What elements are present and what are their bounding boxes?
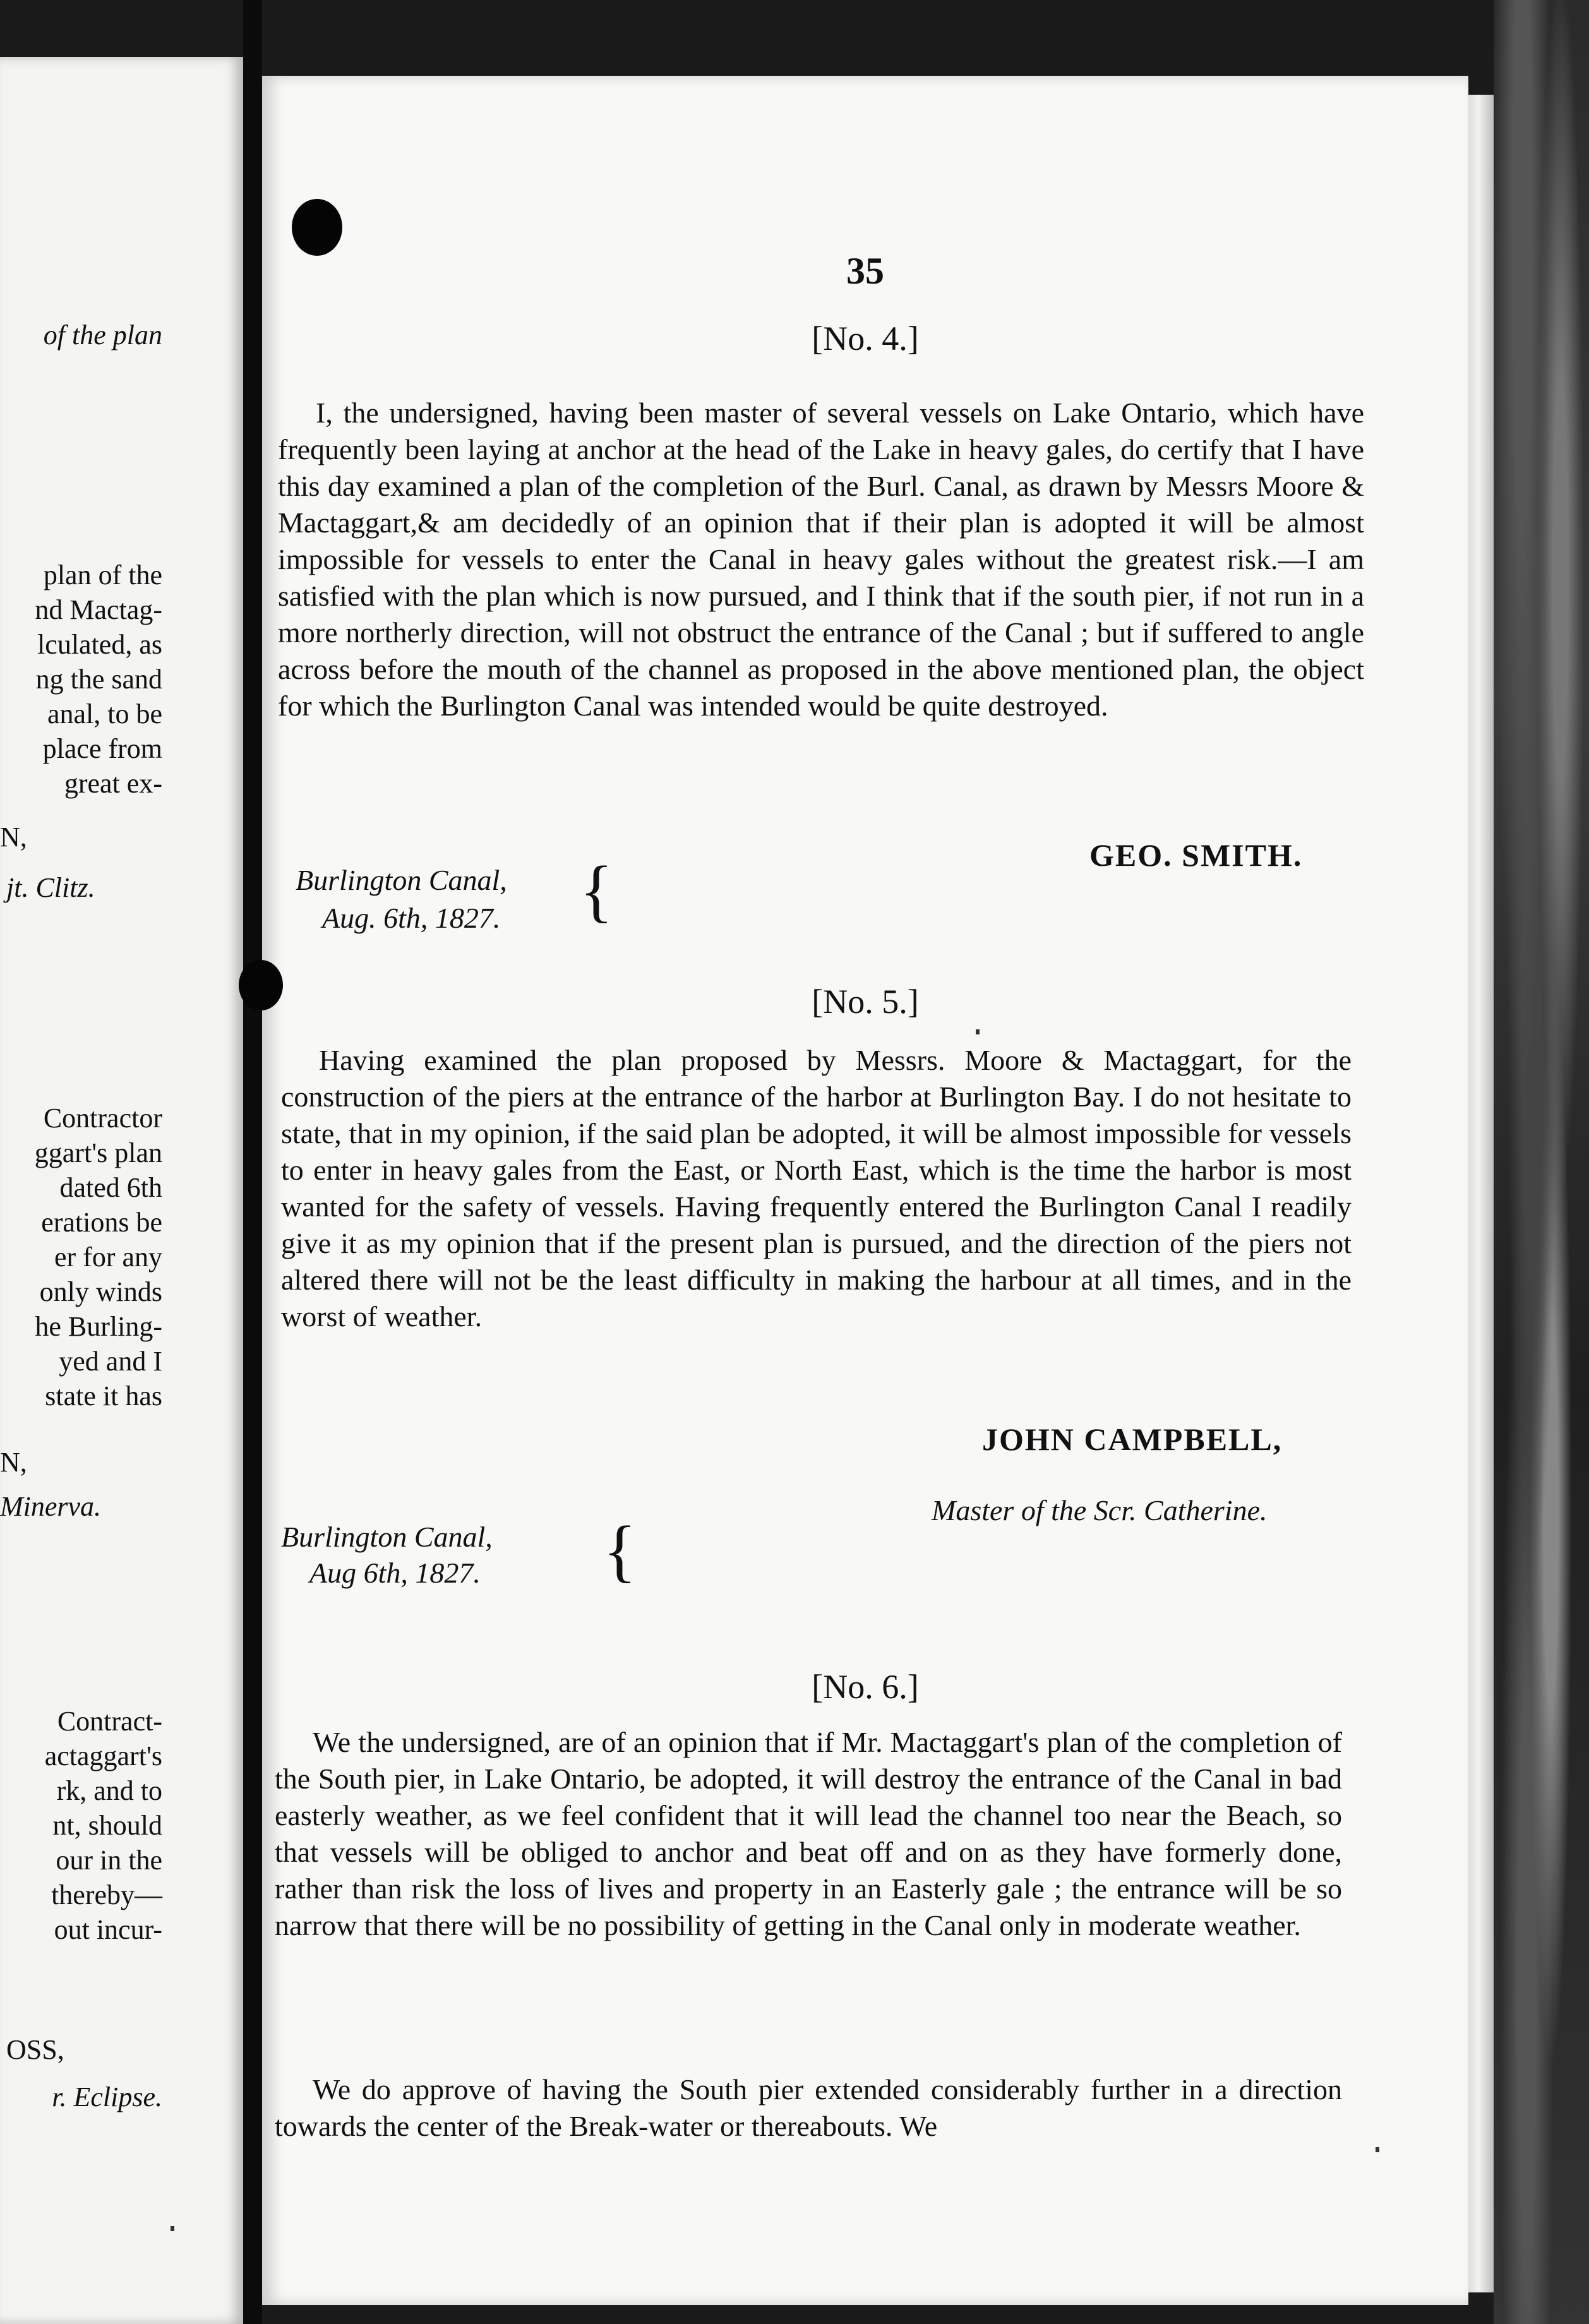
ink-blot bbox=[292, 199, 342, 256]
left-page-line: state it has bbox=[45, 1381, 162, 1411]
paragraph-no4: I, the undersigned, having been master of several vessels on Lake Ontario, which have frequently been laying at anchor at the head of the Lake in heavy gales, do certify that I have this day examined a plan of the completion of the Burl. Canal, as drawn by Messrs Moore & Mactaggart,& am decidedly of an opinion that if their plan is adopted it will be almost impossible for vessels to enter the Canal in heavy gales without the greatest risk.—I am satisfied with the plan which is now pursued, and I think that if the south pier, if not run in a more northerly direction, will not obstruct the entrance of the Canal ; but if suffered to angle across before the mouth of the channel as proposed in the above mentioned plan, the object for which the Burlington Canal was intended would be quite destroyed. bbox=[278, 397, 1364, 722]
page-edge bbox=[1468, 95, 1494, 2292]
ink-speck bbox=[976, 1029, 980, 1034]
left-page-line: erations be bbox=[41, 1207, 162, 1238]
left-page-line: plan of the bbox=[43, 560, 162, 590]
signature-geo-smith: GEO. SMITH. bbox=[1089, 837, 1303, 873]
signatory-role: Master of the Scr. Catherine. bbox=[932, 1494, 1268, 1526]
brace: { bbox=[580, 852, 613, 929]
left-page-line: ng the sand bbox=[35, 664, 162, 695]
left-page-line: out incur- bbox=[54, 1914, 162, 1945]
paragraph-no6-continued: We do approve of having the South pier extended considerably further in a direction towards the center of the Break-water or thereabouts. We bbox=[275, 2073, 1342, 2142]
left-page-line: he Burling- bbox=[35, 1311, 162, 1342]
left-facing-page bbox=[0, 57, 243, 2324]
dateline-date: Aug 6th, 1827. bbox=[309, 1557, 481, 1589]
left-page-line: anal, to be bbox=[47, 698, 162, 729]
left-page-line: of the plan bbox=[43, 320, 162, 350]
section-heading-no5: [No. 5.] bbox=[812, 983, 919, 1021]
ink-speck bbox=[171, 2226, 174, 2231]
book-gutter bbox=[243, 0, 262, 2324]
left-page-line: actaggart's bbox=[44, 1740, 162, 1771]
signature-john-campbell: JOHN CAMPBELL, bbox=[982, 1422, 1283, 1457]
left-page-line: er for any bbox=[54, 1242, 162, 1273]
left-page-line: OSS, bbox=[6, 2034, 64, 2065]
left-page-line: yed and I bbox=[59, 1346, 162, 1377]
section-heading-no4: [No. 4.] bbox=[812, 320, 919, 357]
left-page-line: r. Eclipse. bbox=[52, 2081, 162, 2112]
left-page-line: jt. Clitz. bbox=[6, 872, 95, 903]
left-page-line: Minerva. bbox=[0, 1491, 102, 1522]
paragraph-no5: Having examined the plan proposed by Messrs. Moore & Mactaggart, for the construction of the piers at the entrance of the harbor at Burlington Bay. I do not hesitate to state, that in my opinion, if the said plan be adopted, it will be almost impossible for vessels to enter in heavy gales from the East, or North East, which is the time the harbor is most wanted for the safety of vessels. Having frequently entered the Burlington Canal I readily give it as my opinion that if the present plan is pursued, and the direction of the piers not altered there will not be the least difficulty in making the harbour at all times, and in the worst of weather. bbox=[281, 1044, 1352, 1333]
left-page-line: rk, and to bbox=[56, 1775, 162, 1806]
left-page-line: only winds bbox=[39, 1276, 162, 1307]
left-page-line: Contractor bbox=[43, 1103, 162, 1134]
left-page-line: nt, should bbox=[52, 1810, 162, 1841]
left-page-line: ggart's plan bbox=[34, 1137, 162, 1168]
paragraph-no6: We the undersigned, are of an opinion that if Mr. Mactaggart's plan of the completion of the South pier, in Lake Ontario, be adopted, it will destroy the entrance of the Canal in bad easterly weather, as we feel confident that it will lead the channel too near the Beach, so that vessels will be obliged to anchor and beat off and on as they have formerly done, rather than risk the loss of lives and property in an Easterly gale ; the entrance will be so narrow that there will be no possibility of getting in the Canal only in moderate weather. bbox=[275, 1726, 1342, 1941]
dateline-place: Burlington Canal, bbox=[296, 864, 507, 896]
dateline-place: Burlington Canal, bbox=[281, 1521, 493, 1553]
dateline-date: Aug. 6th, 1827. bbox=[322, 902, 501, 934]
left-page-line: place from bbox=[42, 733, 162, 764]
left-page-line: Contract- bbox=[57, 1706, 162, 1737]
left-page-line: thereby— bbox=[51, 1879, 162, 1910]
ink-speck bbox=[1376, 2147, 1379, 2152]
left-page-line: N, bbox=[0, 1447, 27, 1478]
brace: { bbox=[603, 1512, 637, 1589]
page-number: 35 bbox=[846, 250, 884, 292]
left-page-line: our in the bbox=[56, 1845, 162, 1876]
left-page-line: great ex- bbox=[64, 768, 162, 799]
left-page-line: nd Mactag- bbox=[35, 594, 162, 625]
left-page-line: N, bbox=[0, 822, 27, 853]
section-heading-no6: [No. 6.] bbox=[812, 1668, 919, 1706]
left-page-line: lculated, as bbox=[37, 629, 162, 660]
left-page-line: dated 6th bbox=[59, 1172, 162, 1203]
marbled-endpaper bbox=[1494, 0, 1589, 2324]
